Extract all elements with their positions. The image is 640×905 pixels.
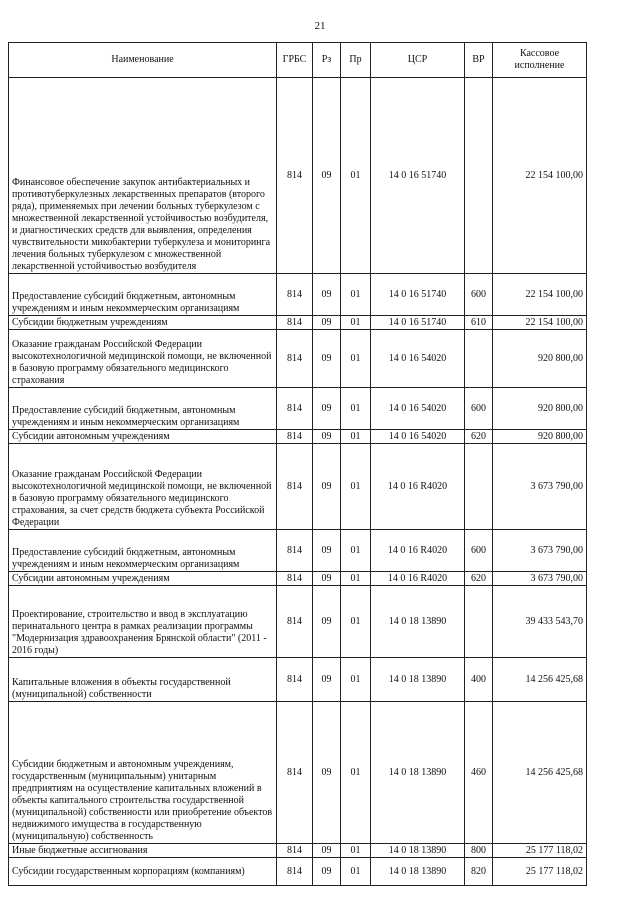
row-name: Оказание гражданам Российской Федерации высокотехнологичной медицинской помощи, не включенной в базовую программу обязательного медицинского страхования, за счет средств бюджета субъекта Российской Федерации <box>9 444 277 530</box>
row-grbs: 814 <box>277 430 313 444</box>
header-amount: Кассовое исполнение <box>493 43 587 78</box>
row-csr: 14 0 16 54020 <box>371 430 465 444</box>
header-csr: ЦСР <box>371 43 465 78</box>
table-row <box>9 702 587 844</box>
table-row <box>9 78 587 274</box>
row-csr: 14 0 16 R4020 <box>371 444 465 530</box>
row-name: Субсидии государственным корпорациям (компаниям) <box>9 858 277 886</box>
row-pr: 01 <box>341 530 371 572</box>
row-vr: 800 <box>465 844 493 858</box>
row-rz: 09 <box>313 78 341 274</box>
row-amount: 14 256 425,68 <box>493 658 587 702</box>
row-rz: 09 <box>313 572 341 586</box>
row-name: Капитальные вложения в объекты государственной (муниципальной) собственности <box>9 658 277 702</box>
row-name: Иные бюджетные ассигнования <box>9 844 277 858</box>
row-amount: 22 154 100,00 <box>493 78 587 274</box>
row-amount: 25 177 118,02 <box>493 844 587 858</box>
page-number: 21 <box>314 20 326 32</box>
header-rz: Рз <box>313 43 341 78</box>
row-grbs: 814 <box>277 78 313 274</box>
row-name: Финансовое обеспечение закупок антибактериальных и противотуберкулезных лекарственных препаратов (второго ряда), применяемых при лечении больных туберкулезом с множественной лекарственной устойчивостью возбудителя, и диагностических средств для выявления, определения чувствительности микобактерии туберкулеза и мониторинга лечения больных туберкулезом с множественной лекарственной устойчивостью возбудителя <box>9 78 277 274</box>
row-rz: 09 <box>313 274 341 316</box>
row-pr: 01 <box>341 78 371 274</box>
budget-execution-table <box>8 42 587 886</box>
table-row <box>9 330 587 388</box>
table-row <box>9 444 587 530</box>
row-name: Субсидии автономным учреждениям <box>9 572 277 586</box>
row-grbs: 814 <box>277 702 313 844</box>
table-row <box>9 430 587 444</box>
table-row <box>9 388 587 430</box>
row-vr <box>465 586 493 658</box>
row-amount: 920 800,00 <box>493 430 587 444</box>
row-pr: 01 <box>341 316 371 330</box>
table-row <box>9 274 587 316</box>
row-name: Субсидии автономным учреждениям <box>9 430 277 444</box>
row-vr <box>465 330 493 388</box>
row-name: Предоставление субсидий бюджетным, автономным учреждениям и иным некоммерческим организациям <box>9 274 277 316</box>
row-pr: 01 <box>341 330 371 388</box>
row-csr: 14 0 18 13890 <box>371 658 465 702</box>
header-name: Наименование <box>9 43 277 78</box>
row-amount: 3 673 790,00 <box>493 444 587 530</box>
row-amount: 14 256 425,68 <box>493 702 587 844</box>
row-csr: 14 0 18 13890 <box>371 844 465 858</box>
row-csr: 14 0 18 13890 <box>371 702 465 844</box>
row-pr: 01 <box>341 858 371 886</box>
row-rz: 09 <box>313 444 341 530</box>
header-vr: ВР <box>465 43 493 78</box>
row-rz: 09 <box>313 330 341 388</box>
row-rz: 09 <box>313 388 341 430</box>
row-name: Предоставление субсидий бюджетным, автономным учреждениям и иным некоммерческим организациям <box>9 388 277 430</box>
row-amount: 39 433 543,70 <box>493 586 587 658</box>
row-vr: 600 <box>465 530 493 572</box>
row-csr: 14 0 16 R4020 <box>371 572 465 586</box>
row-rz: 09 <box>313 586 341 658</box>
row-csr: 14 0 18 13890 <box>371 586 465 658</box>
row-grbs: 814 <box>277 858 313 886</box>
row-amount: 3 673 790,00 <box>493 572 587 586</box>
table-row <box>9 858 587 886</box>
row-csr: 14 0 18 13890 <box>371 858 465 886</box>
row-csr: 14 0 16 51740 <box>371 78 465 274</box>
row-name: Предоставление субсидий бюджетным, автономным учреждениям и иным некоммерческим организациям <box>9 530 277 572</box>
row-vr: 610 <box>465 316 493 330</box>
row-pr: 01 <box>341 586 371 658</box>
row-rz: 09 <box>313 430 341 444</box>
table-row <box>9 586 587 658</box>
row-rz: 09 <box>313 530 341 572</box>
row-pr: 01 <box>341 572 371 586</box>
row-rz: 09 <box>313 858 341 886</box>
row-amount: 920 800,00 <box>493 330 587 388</box>
row-csr: 14 0 16 51740 <box>371 316 465 330</box>
row-vr <box>465 444 493 530</box>
row-csr: 14 0 16 54020 <box>371 330 465 388</box>
row-grbs: 814 <box>277 572 313 586</box>
row-vr: 460 <box>465 702 493 844</box>
row-name: Субсидии бюджетным и автономным учреждениям, государственным (муниципальным) унитарным предприятиям на осуществление капитальных вложений в объекты капитального строительства государственной (муниципальной) собственности или приобретение объектов недвижимого имущества в государственную (муниципальную) собственность <box>9 702 277 844</box>
header-pr: Пр <box>341 43 371 78</box>
row-rz: 09 <box>313 316 341 330</box>
row-pr: 01 <box>341 658 371 702</box>
row-rz: 09 <box>313 702 341 844</box>
row-vr: 620 <box>465 572 493 586</box>
row-pr: 01 <box>341 702 371 844</box>
row-csr: 14 0 16 51740 <box>371 274 465 316</box>
row-rz: 09 <box>313 844 341 858</box>
row-grbs: 814 <box>277 330 313 388</box>
row-vr: 820 <box>465 858 493 886</box>
row-amount: 25 177 118,02 <box>493 858 587 886</box>
row-vr: 620 <box>465 430 493 444</box>
row-grbs: 814 <box>277 658 313 702</box>
row-grbs: 814 <box>277 274 313 316</box>
row-csr: 14 0 16 R4020 <box>371 530 465 572</box>
row-pr: 01 <box>341 274 371 316</box>
row-name: Субсидии бюджетным учреждениям <box>9 316 277 330</box>
row-rz: 09 <box>313 658 341 702</box>
row-name: Проектирование, строительство и ввод в эксплуатацию перинатального центра в рамках реализации программы "Модернизация здравоохранения Брянской области" (2011 - 2016 годы) <box>9 586 277 658</box>
row-vr: 400 <box>465 658 493 702</box>
row-name: Оказание гражданам Российской Федерации высокотехнологичной медицинской помощи, не включенной в базовую программу обязательного медицинского страхования <box>9 330 277 388</box>
header-grbs: ГРБС <box>277 43 313 78</box>
row-vr: 600 <box>465 274 493 316</box>
row-amount: 22 154 100,00 <box>493 316 587 330</box>
table-header-row <box>9 43 587 78</box>
row-pr: 01 <box>341 430 371 444</box>
table-row <box>9 844 587 858</box>
row-vr: 600 <box>465 388 493 430</box>
row-amount: 22 154 100,00 <box>493 274 587 316</box>
row-amount: 3 673 790,00 <box>493 530 587 572</box>
row-pr: 01 <box>341 844 371 858</box>
row-grbs: 814 <box>277 316 313 330</box>
table-row <box>9 658 587 702</box>
row-grbs: 814 <box>277 530 313 572</box>
row-grbs: 814 <box>277 844 313 858</box>
row-amount: 920 800,00 <box>493 388 587 430</box>
table-row <box>9 316 587 330</box>
row-pr: 01 <box>341 388 371 430</box>
row-grbs: 814 <box>277 586 313 658</box>
row-csr: 14 0 16 54020 <box>371 388 465 430</box>
row-vr <box>465 78 493 274</box>
row-grbs: 814 <box>277 388 313 430</box>
table-row <box>9 572 587 586</box>
row-grbs: 814 <box>277 444 313 530</box>
table-row <box>9 530 587 572</box>
row-pr: 01 <box>341 444 371 530</box>
